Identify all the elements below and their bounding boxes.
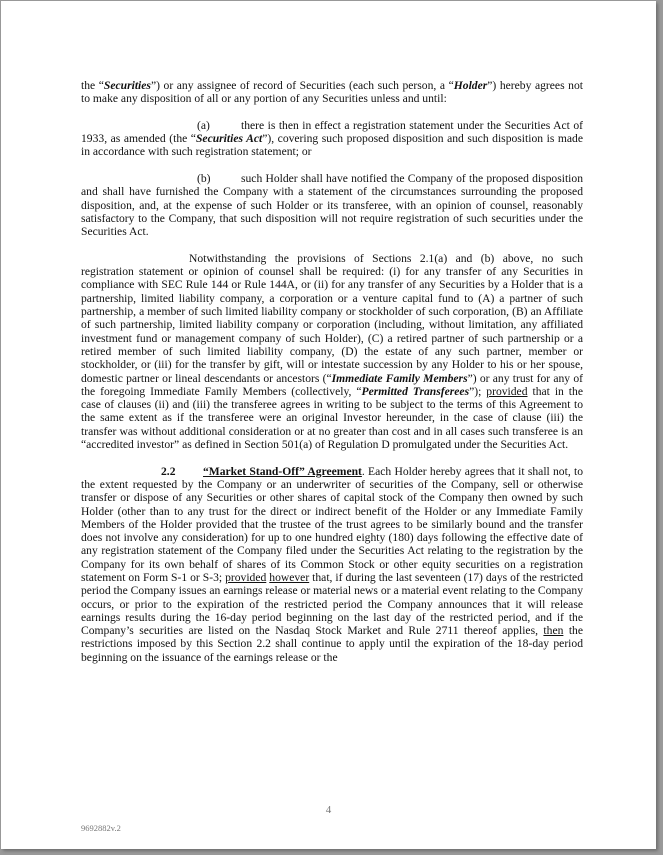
term-provided: provided bbox=[486, 384, 528, 398]
term-then: then bbox=[543, 624, 564, 638]
section-heading: “Market Stand-Off” Agreement bbox=[203, 464, 362, 478]
paragraph-intro: the “Securities”) or any assignee of record of Securities (each such person, a “Holder”) hereby agrees not to make any disposition of all or any portion of any Securities unless and until: bbox=[81, 79, 583, 106]
defined-term-securities-act: Securities Act bbox=[195, 132, 263, 146]
term-provided: provided bbox=[225, 570, 267, 584]
document-page bbox=[1, 1, 656, 849]
paragraph-a: (a) there is then in effect a registration statement under the Securities Act of 1933, as amended (the “Securities Act”), covering such proposed disposition and such disposition is made in accordance with such registration statement; or bbox=[81, 118, 583, 159]
defined-term-immediate-family-members: Immediate Family Members bbox=[331, 371, 468, 385]
paragraph-notwithstanding: Notwithstanding the provisions of Sections 2.1(a) and (b) above, no such registration statement or opinion of counsel shall be required: (i) for any transfer of any Securities in compliance with SEC Rule 144 or Rule 144A, or (ii) for any transfer of any Securities by a Holder that is a partnership, limited liability company, a corporation or a venture capital fund to (A) a partner of such partnership, a member of such limited liability company or stockholder of such corporation, (B) an Affiliate of such partnership, limited liability company or corporation (including, without limitation, any affiliated investment fund or management company of such Holder), (C) a retired partner of such partnership or a retired member of such limited liability company, (D) the estate of any such partner, member or stockholder, or (iii) for the transfer by gift, will or intestate succession by any Holder to his or her spouse, domestic partner or lineal descendants or ancestors (“Immediate Family Members”) or any trust for any of the foregoing Immediate Family Members (collectively, “Permitted Transferees”); provided that in the case of clauses (ii) and (iii) the transferee agrees in writing to be subject to the terms of this Agreement to the same extent as if the transferee were an original Investor hereunder, in the case of clause (iii) the transfer was without additional consideration or at no greater than cost and in all cases such transferee is an “accredited investor” as defined in Section 501(a) of Regulation D promulgated under the Securities Act. bbox=[81, 251, 584, 452]
defined-term-holder: Holder bbox=[453, 79, 488, 92]
paragraph-b: (b) such Holder shall have notified the Company of the proposed disposition and shall have furnished the Company with a statement of the circumstances surrounding the proposed disposition, and, at the expense of such Holder or its transferee, with an opinion of counsel, reasonably satisfactory to the Company, that such disposition will not require registration of such securities under the Securities Act. bbox=[81, 172, 583, 239]
document-id: 9692882v.2 bbox=[81, 823, 121, 833]
defined-term-permitted-transferees: Permitted Transferees bbox=[361, 384, 470, 398]
clause-label-a: (a) bbox=[197, 118, 210, 132]
document-body bbox=[81, 79, 583, 677]
term-however: however bbox=[269, 570, 310, 584]
page-number: 4 bbox=[325, 804, 332, 816]
clause-label-b: (b) bbox=[197, 172, 211, 186]
section-number: 2.2 bbox=[161, 464, 176, 478]
section-2-2: 2.2 “Market Stand-Off” Agreement. Each Holder hereby agrees that it shall not, to the extent requested by the Company or an underwriter of securities of the Company, sell or otherwise transfer or dispose of any Securities or other shares of capital stock of the Company then owned by such Holder (other than to any trust for the direct or indirect benefit of the Holder or any Immediate Family Members of the Holder provided that the trustee of the trust agrees to be similarly bound and the transfer does not involve any consideration) for up to one hundred eighty (180) days following the effective date of any registration statement of the Company filed under the Securities Act relating to the registration by the Company for its own behalf of shares of its Common Stock or other equity securities on a registration statement on Form S-1 or S-3; provided however that, if during the last seventeen (17) days of the restricted period the Company issues an earnings release or material news or a material event relating to the Company occurs, or prior to the expiration of the restricted period the Company announces that it will release earnings results during the 16-day period beginning on the last day of the restricted period, and if the Company’s securities are listed on the Nasdaq Stock Market and Rule 2711 thereof applies, then the restrictions imposed by this Section 2.2 shall continue to apply until the expiration of the 18-day period beginning on the issuance of the earnings release or the bbox=[81, 464, 583, 664]
defined-term-securities: Securities bbox=[103, 79, 151, 92]
